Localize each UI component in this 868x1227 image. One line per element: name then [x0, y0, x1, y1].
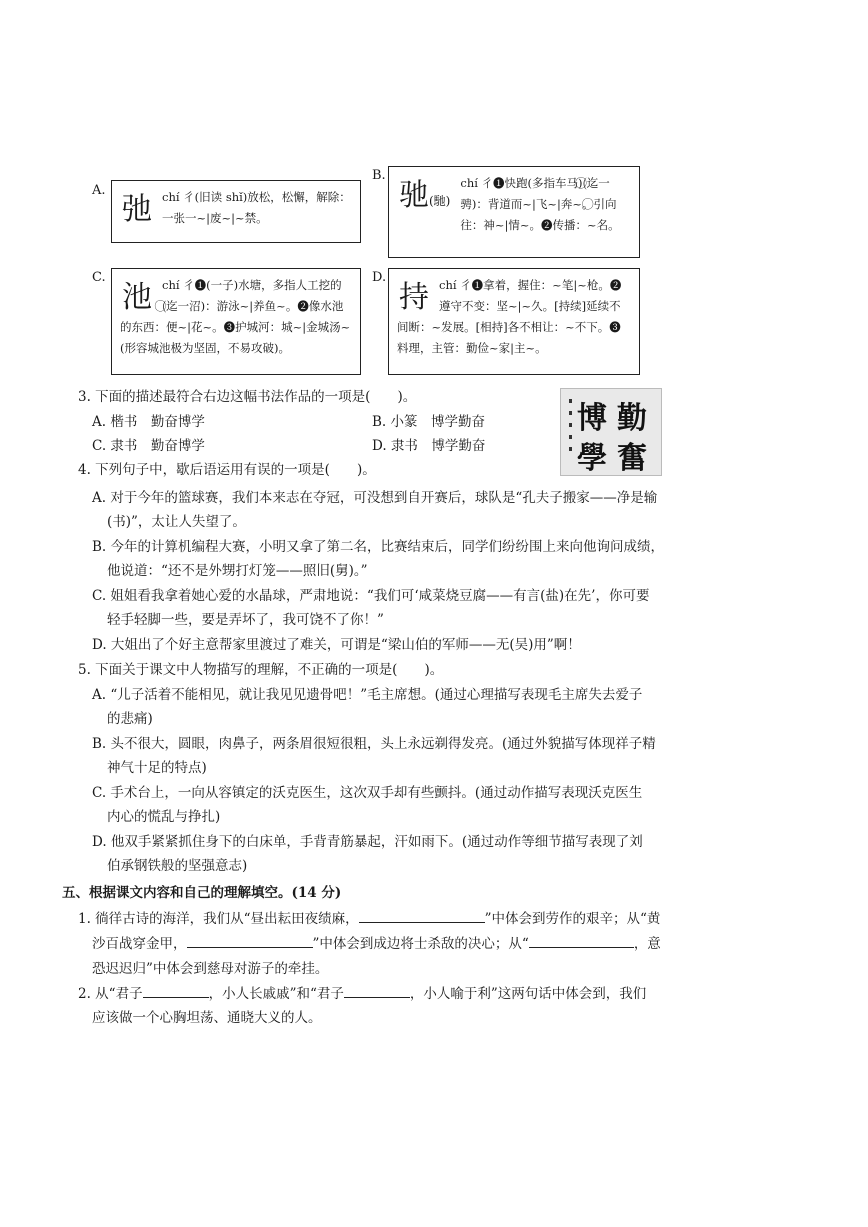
q4-option-b[interactable]: B. 今年的计算机编程大赛，小明又拿了第二名，比赛结束后，同学们纷纷围上来向他询问成绩， [92, 539, 665, 555]
calligraphy-char-1: 勤 [617, 401, 647, 436]
option-b-letter: B. [372, 168, 386, 183]
calligraphy-char-2: 奮 [617, 441, 647, 476]
dict-def-a: chí 彳(旧读 shǐ)放松，松懈，解除：一张一~|废~|~禁。 [162, 190, 351, 225]
q4-option-a[interactable]: A. 对于今年的篮球赛，我们本来志在夺冠，可没想到自开赛后，球队是“孔夫子搬家——净是输 [92, 490, 658, 506]
q3-stem: 3. 下面的描述最符合右边这幅书法作品的一项是( )。 [78, 389, 417, 405]
fill-2-line-2: 应该做一个心胸坦荡、通晓大义的人。 [92, 1010, 322, 1026]
dict-def-c: chí 彳❶(一子)水塘，多指人工挖的(⃝迄一沼)：游泳~|养鱼~。❷像水池的东西：便~|花~。❸护城河：城~|金城汤~(形容城池极为坚固，不易攻破)。 [120, 278, 351, 355]
fill-2-text-a: 2. 从“君子 [78, 986, 143, 1002]
option-c-letter: C. [92, 270, 106, 285]
dict-char-d: 持 [399, 280, 429, 315]
dict-entry-d [388, 268, 640, 375]
q5-option-a-cont: 的悲痛) [107, 711, 153, 727]
q5-option-a[interactable]: A. “儿子活着不能相见，就让我见见遗骨吧！”毛主席想。(通过心理描写表现毛主席失去爱子 [92, 687, 643, 703]
fill-blank-2[interactable] [187, 933, 313, 948]
fill-1-text-d: ”中体会到成边将士杀敌的决心；从“ [312, 936, 529, 952]
fill-blank-1[interactable] [359, 908, 485, 923]
q5-option-c[interactable]: C. 手术台上，一向从容镇定的沃克医生，这次双手却有些颤抖。(通过动作描写表现沃克医生 [92, 785, 643, 801]
fill-blank-3[interactable] [529, 933, 634, 948]
q4-option-b-cont: 他说道：“还不是外甥打灯笼——照旧(舅)。” [107, 563, 368, 579]
dict-def-b: chí 彳❶快跑(多指车马)(⃝迄一骋)：背道而~|飞~|奔~。⃝引向往：神~|情~。❷传播：~名。 [460, 176, 620, 232]
q4-option-c[interactable]: C. 姐姐看我拿着她心爱的水晶球，严肃地说：“我们可‘咸菜烧豆腐——有言(盐)在先’，你可要 [92, 588, 650, 604]
fill-2-line-1 [78, 983, 646, 1005]
q5-option-d[interactable]: D. 他双手紧紧抓住身下的白床单，手背青筋暴起，汗如雨下。(通过动作等细节描写表现了刘 [92, 834, 643, 850]
fill-2-text-c: ，小人喻于利”这两句话中体会到，我们 [409, 986, 647, 1002]
calligraphy-image [560, 388, 662, 476]
dict-entry-b [388, 166, 640, 258]
q3-option-b[interactable]: B. 小篆 博学勤奋 [372, 414, 486, 430]
dict-entry-c [111, 268, 361, 375]
fill-blank-5[interactable] [344, 983, 410, 998]
section-5-title: 五、根据课文内容和自己的理解填空。(14 分) [62, 885, 342, 901]
fill-blank-4[interactable] [143, 983, 209, 998]
fill-1-text-e: ，意 [633, 936, 661, 952]
calligraphy-seal-marks [569, 399, 572, 459]
dict-entry-a [111, 180, 361, 243]
fill-1-line-3: 恐迟迟归”中体会到慈母对游子的牵挂。 [92, 961, 329, 977]
q4-option-d[interactable]: D. 大姐出了个好主意帮家里渡过了难关，可谓是“梁山伯的军师——无(吴)用”啊！ [92, 637, 581, 653]
fill-1-text-b: ”中体会到劳作的艰辛；从“黄 [484, 911, 661, 927]
fill-2-text-b: ，小人长戚戚”和“君子 [208, 986, 344, 1002]
option-d-letter: D. [372, 270, 387, 285]
q5-option-b[interactable]: B. 头不很大，圆眼，肉鼻子，两条眉很短很粗，头上永远剃得发亮。(通过外貌描写体现祥子精 [92, 736, 656, 752]
q3-option-a[interactable]: A. 楷书 勤奋博学 [92, 414, 205, 430]
dict-def-d: chí 彳❶拿着，握住：~笔|~枪。❷遵守不变：坚~|~久。[持续]延续不间断：~发展。[相持]各不相让：~不下。❸料理，主管：勤俭~家|主~。 [397, 278, 622, 355]
dict-char-b [399, 179, 450, 218]
q5-option-d-cont: 伯承钢铁般的坚强意志) [107, 858, 248, 874]
q4-option-a-cont: (书)”，太让人失望了。 [107, 514, 246, 530]
dict-char-c: 池 [122, 280, 152, 315]
q3-option-c[interactable]: C. 隶书 勤奋博学 [92, 438, 205, 454]
q3-option-d[interactable]: D. 隶书 博学勤奋 [372, 438, 486, 454]
fill-1-line-1 [78, 908, 660, 930]
dict-char-b-text: 驰 [399, 178, 429, 213]
fill-1-text-a: 1. 徜徉古诗的海洋，我们从“昼出耘田夜绩麻， [78, 911, 359, 927]
calligraphy-char-3: 博 [577, 401, 607, 436]
q5-option-c-cont: 内心的慌乱与挣扎) [107, 809, 221, 825]
q5-stem: 5. 下面关于课文中人物描写的理解，不正确的一项是( )。 [78, 662, 444, 678]
dict-char-a: 弛 [122, 192, 152, 227]
dict-char-b-alt: (馳) [429, 194, 451, 208]
calligraphy-char-4: 學 [577, 441, 607, 476]
q4-stem: 4. 下列句子中，歇后语运用有误的一项是( )。 [78, 462, 376, 478]
fill-1-line-2 [92, 933, 661, 955]
q4-option-c-cont: 轻手轻脚一些，要是弄坏了，我可饶不了你！” [107, 612, 384, 628]
q5-option-b-cont: 神气十足的特点) [107, 760, 207, 776]
fill-1-text-c: 沙百战穿金甲， [92, 936, 187, 952]
option-a-letter: A. [92, 183, 106, 198]
